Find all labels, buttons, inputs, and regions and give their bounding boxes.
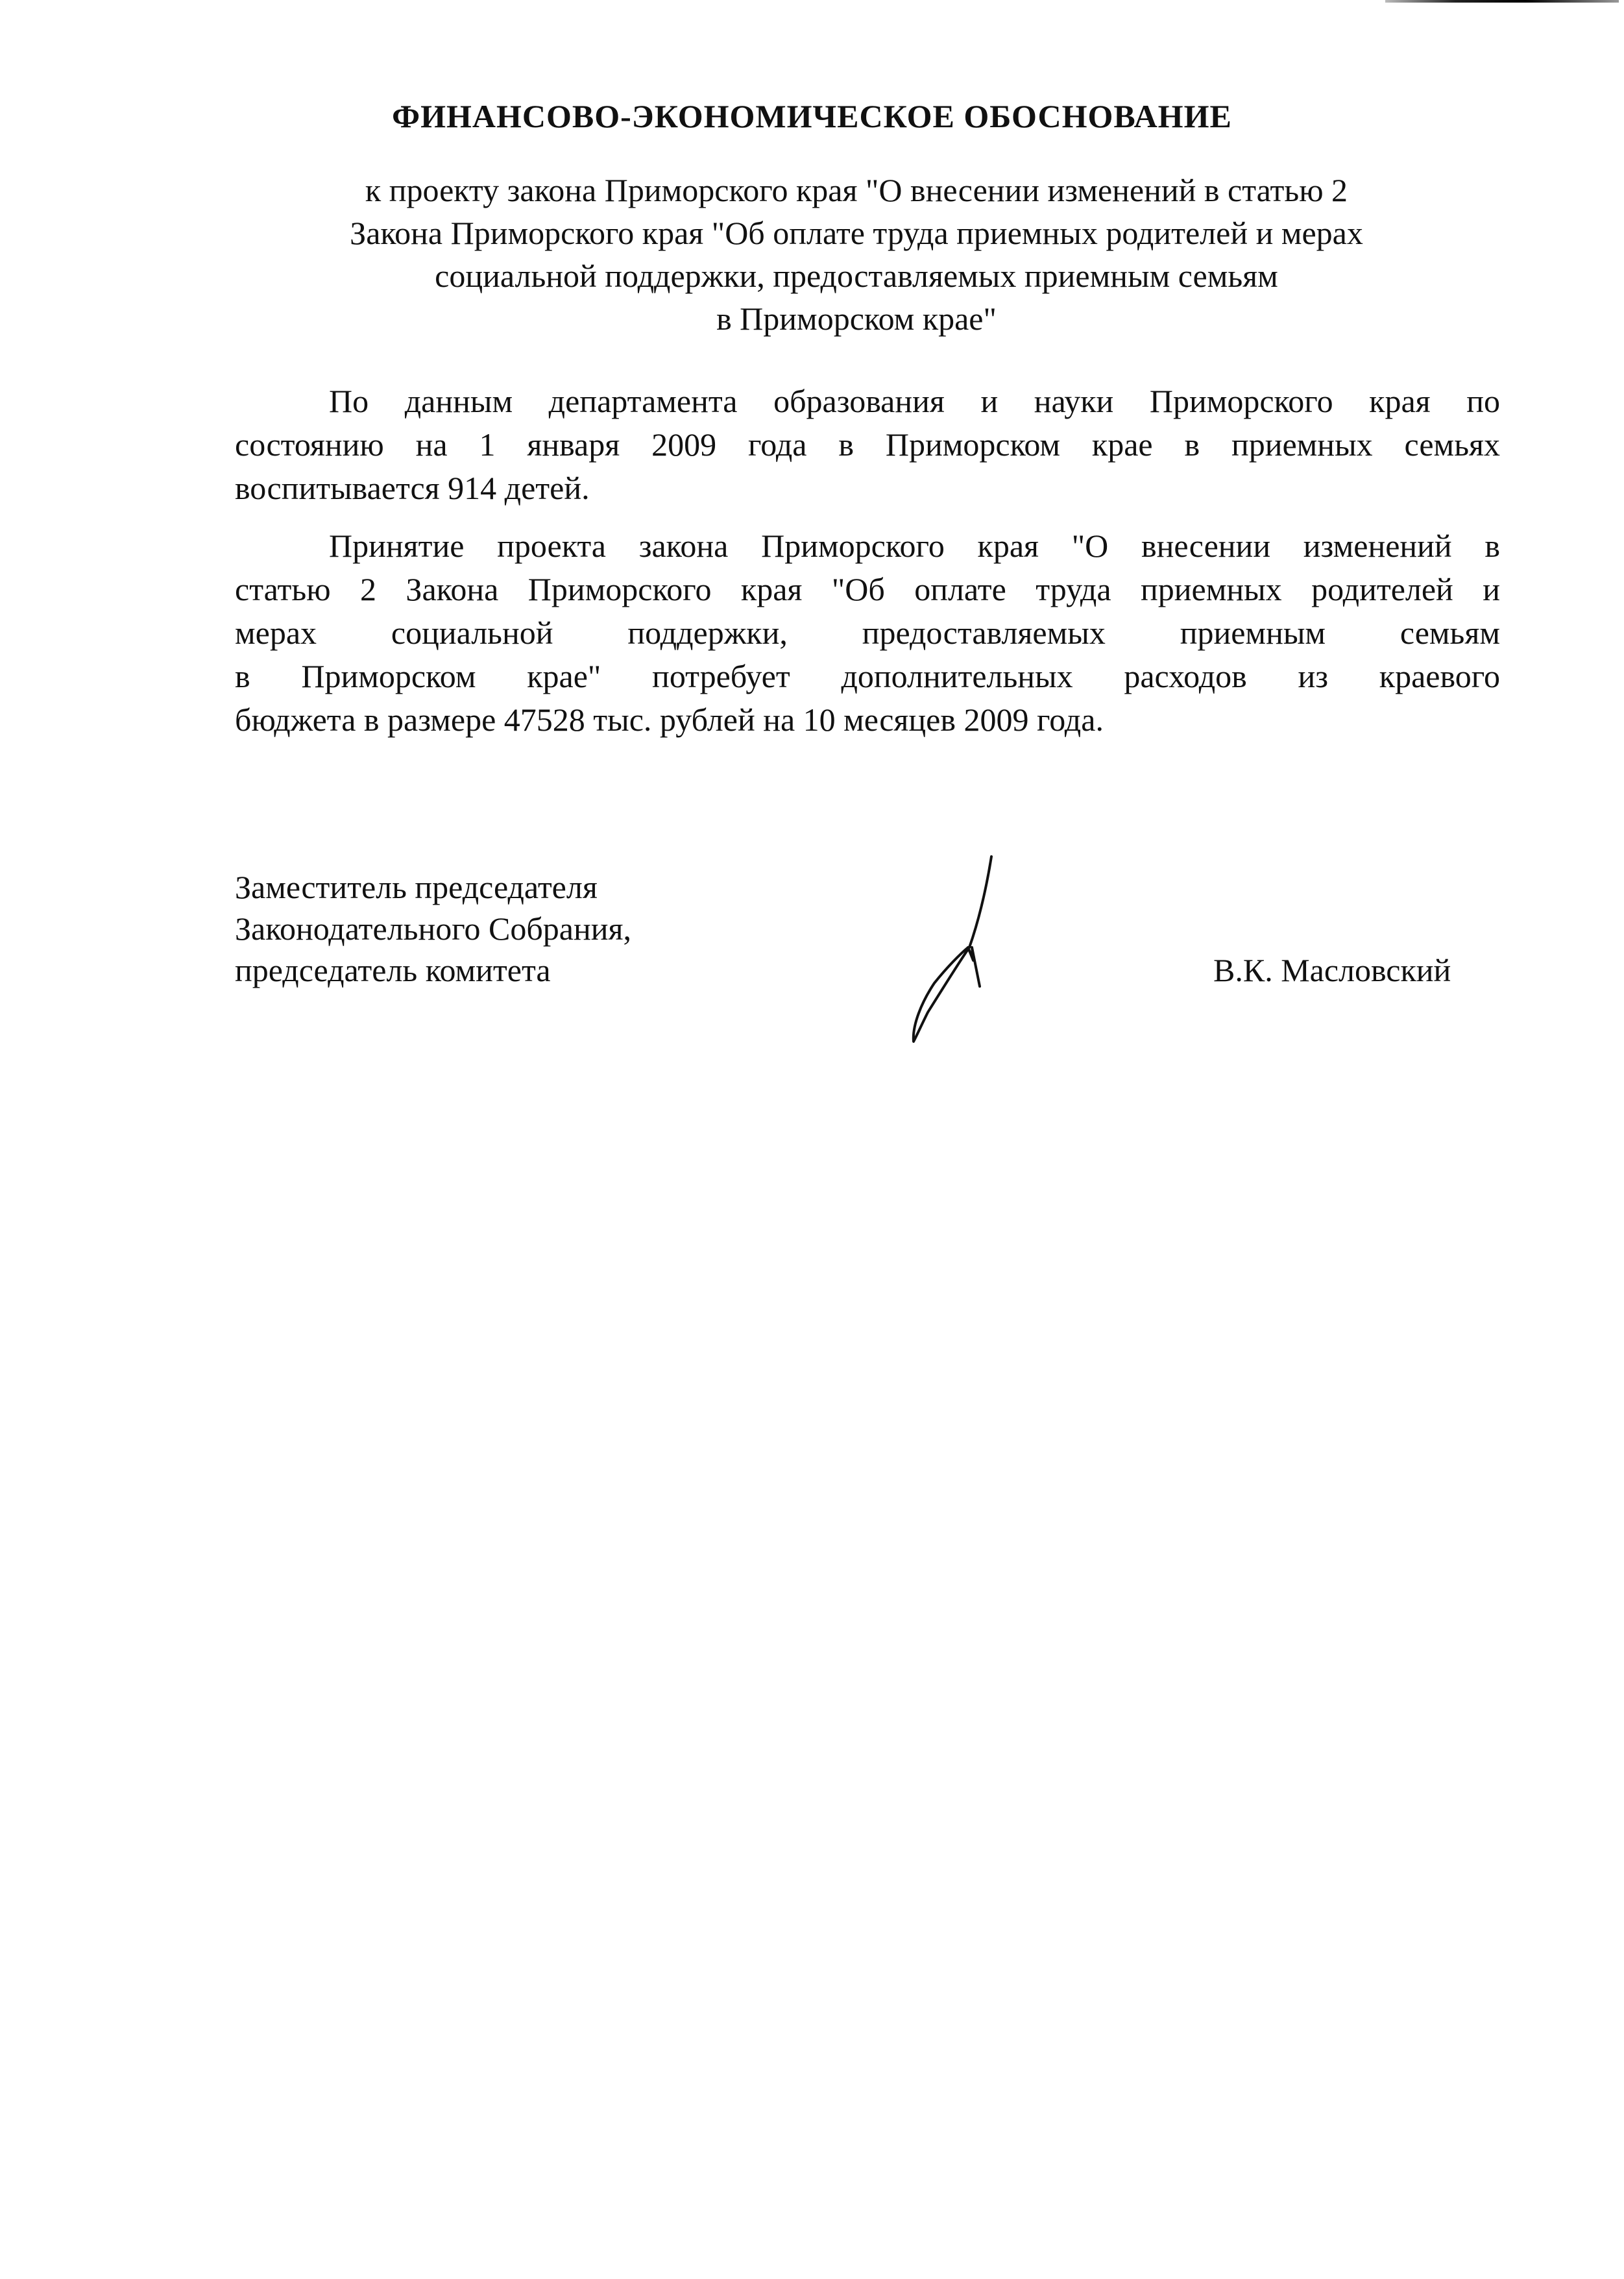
subtitle-line: к проекту закона Приморского края "О внесении изменений в статью 2 <box>365 172 1348 208</box>
subtitle-line: Закона Приморского края "Об оплате труда приемных родителей и мерах <box>350 215 1363 251</box>
paragraph-budget-expenses <box>235 524 1500 742</box>
paragraph-line: мерах социальной поддержки, предоставляемых приемным семьям <box>235 615 1500 651</box>
signatory-position-line: председатель комитета <box>235 952 551 988</box>
paragraph-children-count <box>235 380 1500 510</box>
signatory-position-line: Законодательного Собрания, <box>235 910 631 947</box>
paragraph-line: состоянию на 1 января 2009 года в Приморском крае в приемных семьях <box>235 426 1500 463</box>
document-title: ФИНАНСОВО-ЭКОНОМИЧЕСКОЕ ОБОСНОВАНИЕ <box>392 98 1232 134</box>
signatory-name: В.К. Масловский <box>1213 952 1451 988</box>
signatory-position <box>235 866 631 991</box>
subtitle-line: в Приморском крае" <box>716 300 997 337</box>
paragraph-line: бюджета в размере 47528 тыс. рублей на 10 месяцев 2009 года. <box>235 701 1104 738</box>
paragraph-line: По данным департамента образования и науки Приморского края по <box>329 383 1500 419</box>
paragraph-line: Принятие проекта закона Приморского края "О внесении изменений в <box>329 528 1500 564</box>
paragraph-line: в Приморском крае" потребует дополнительных расходов из краевого <box>235 658 1500 694</box>
signatory-position-line: Заместитель председателя <box>235 869 598 905</box>
scan-edge-mark <box>1385 0 1619 3</box>
handwritten-signature <box>830 850 999 1045</box>
paragraph-line: статью 2 Закона Приморского края "Об оплате труда приемных родителей и <box>235 571 1500 607</box>
paragraph-line: воспитывается 914 детей. <box>235 470 590 506</box>
subtitle-line: социальной поддержки, предоставляемых приемным семьям <box>435 258 1278 294</box>
document-subtitle <box>247 169 1466 340</box>
